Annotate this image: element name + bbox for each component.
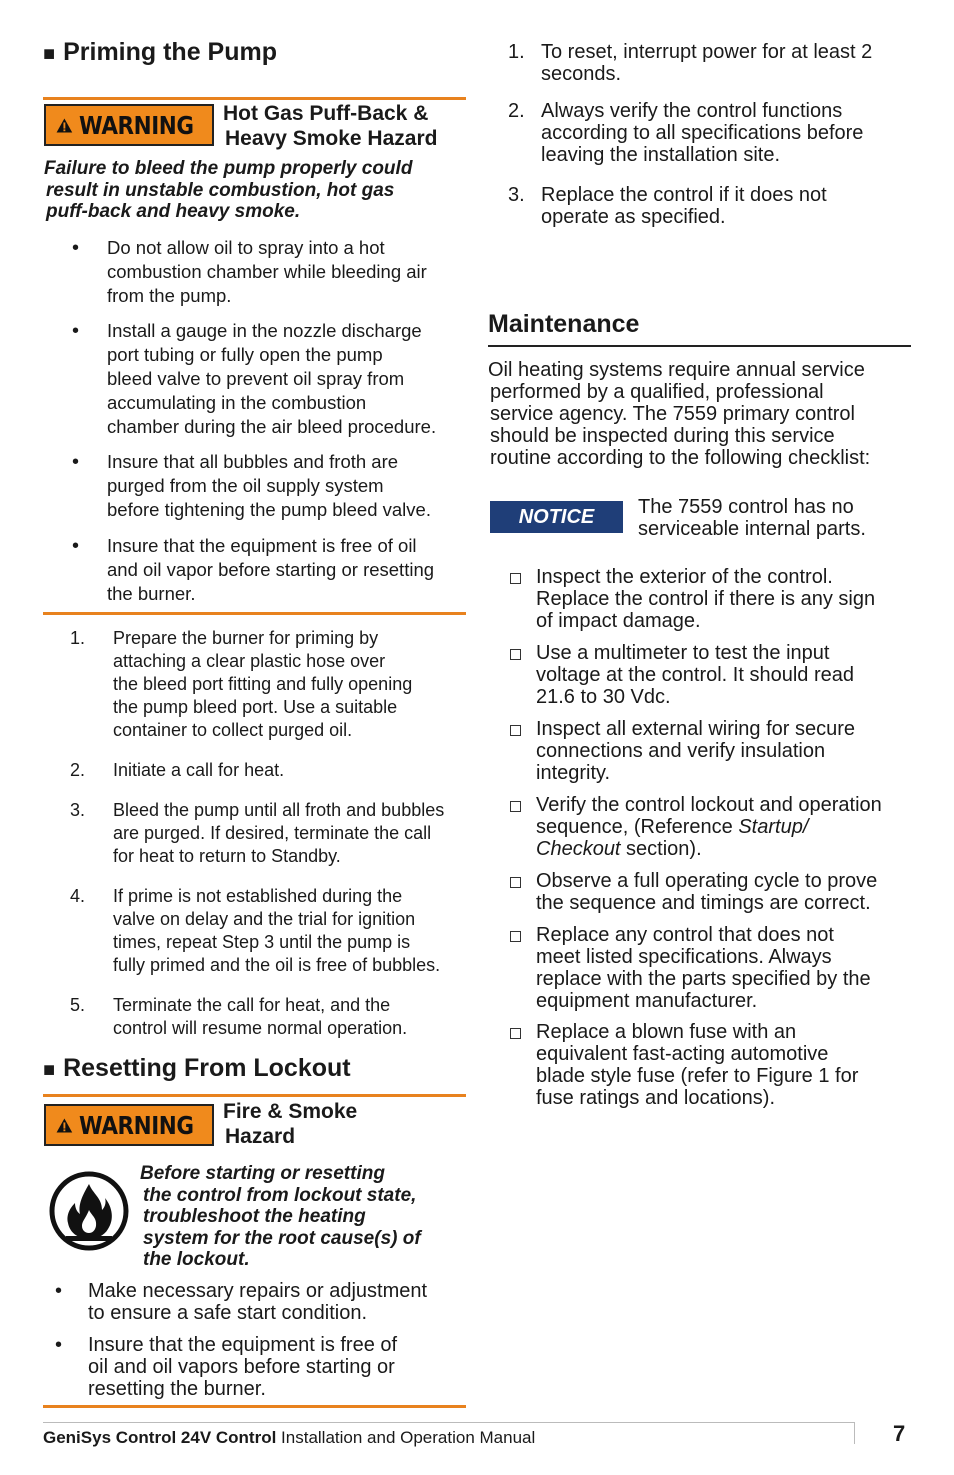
heading-maintenance-text: Maintenance [488,310,640,338]
line: Insure that the equipment is free of oil [107,535,417,556]
line: and oil vapor before starting or resetting [107,559,435,580]
checkbox-icon [510,801,521,812]
lead-line: the control from lockout state, [143,1184,417,1206]
square-bullet-icon: ■ [43,1059,56,1081]
notice-badge-text: NOTICE [518,505,595,528]
footer-product: GeniSys Control 24V Control [43,1428,277,1447]
line: Always verify the control functions [541,100,843,122]
line: blade style fuse (refer to Figure 1 for [536,1065,859,1087]
line: are purged. If desired, terminate the call [113,823,432,843]
checkbox-icon [510,573,521,584]
line: Verify the control lockout and operation [536,794,882,816]
line: Use a multimeter to test the input [536,642,830,664]
line: to ensure a safe start condition. [88,1302,368,1324]
line: Observe a full operating cycle to prove [536,870,878,892]
line: The 7559 control has no [638,496,854,518]
line: purged from the oil supply system [107,475,384,496]
warning-badge-text: WARNING [78,1110,194,1140]
step-number: 3. [508,184,525,206]
warning-badge [44,1104,214,1146]
line: fully primed and the oil is free of bubbles. [113,955,441,975]
step-number: 3. [70,800,86,820]
line: Replace a blown fuse with an [536,1021,797,1043]
step-number: 1. [508,41,525,63]
bullet-icon: • [72,320,80,342]
line: port tubing or fully open the pump [107,344,383,365]
warning-title-line: Heavy Smoke Hazard [225,127,438,150]
line: Bleed the pump until all froth and bubbles [113,800,445,820]
notice-text [638,496,866,540]
bullet-icon: • [55,1334,63,1356]
heading-priming [43,38,277,67]
line: operate as specified. [541,206,726,228]
line: 21.6 to 30 Vdc. [536,686,671,708]
line: integrity. [536,762,611,784]
line: control will resume normal operation. [113,1018,408,1038]
line: sequence, (Reference Startup/ [536,816,809,838]
line: bleed valve to prevent oil spray from [107,368,405,389]
step-number: 1. [70,628,86,648]
line: the bleed port fitting and fully opening [113,674,413,694]
checkbox-icon [510,725,521,736]
line: service agency. The 7559 primary control [490,403,855,425]
line: Make necessary repairs or adjustment [88,1280,428,1302]
notice-badge [490,501,623,533]
lead-line: puff-back and heavy smoke. [46,201,301,222]
checkbox-icon [510,877,521,888]
line: chamber during the air bleed procedure. [107,416,437,437]
line: leaving the installation site. [541,144,781,166]
fire-hazard-icon [48,1170,130,1252]
lead-line: Failure to bleed the pump properly could [44,158,413,179]
line: the pump bleed port. Use a suitable [113,697,398,717]
line: Insure that the equipment is free of [88,1334,398,1356]
line: Replace any control that does not [536,924,834,946]
line: attaching a clear plastic hose over [113,651,386,671]
line: valve on delay and the trial for ignition [113,909,416,929]
page-number: 7 [893,1421,906,1446]
warning-title-line: Fire & Smoke [223,1100,358,1123]
line: Inspect all external wiring for secure [536,718,856,740]
warning-triangle-icon [56,112,73,139]
line: resetting the burner. [88,1378,266,1400]
footer-rule [43,1422,854,1423]
line: voltage at the control. It should read [536,664,854,686]
line: Do not allow oil to spray into a hot [107,237,385,258]
line: performed by a qualified, professional [490,381,824,403]
line: accumulating in the combustion [107,392,367,413]
warning-title [223,101,437,151]
line: serviceable internal parts. [638,518,866,540]
line: Inspect the exterior of the control. [536,566,833,588]
square-bullet-icon: ■ [43,43,56,65]
bullet-icon: • [72,451,80,473]
warning-lead [140,1163,421,1271]
checkbox-icon [510,931,521,942]
heading-priming-text: Priming the Pump [63,38,277,66]
line: Replace the control if there is any sign [536,588,876,610]
line: oil and oil vapors before starting or [88,1356,395,1378]
footer-text [43,1428,535,1448]
line: Initiate a call for heat. [113,760,285,780]
lead-line: system for the root cause(s) of [143,1227,421,1249]
footer-page-divider [854,1422,855,1444]
line: of impact damage. [536,610,701,632]
line: To reset, interrupt power for at least 2 [541,41,873,63]
divider [488,345,911,347]
line: equivalent fast-acting automotive [536,1043,829,1065]
line: Replace the control if it does not [541,184,827,206]
line: routine according to the following checklist: [490,447,871,469]
line: from the pump. [107,285,232,306]
step-number: 4. [70,886,86,906]
line: for heat to return to Standby. [113,846,341,866]
warning-title-line: Hot Gas Puff-Back & [223,102,429,125]
footer-doc: Installation and Operation Manual [281,1428,536,1447]
line: Checkout section). [536,838,702,860]
line: If prime is not established during the [113,886,403,906]
step-number: 2. [70,760,86,780]
line: Prepare the burner for priming by [113,628,379,648]
heading-lockout-text: Resetting From Lockout [63,1054,351,1082]
line: combustion chamber while bleeding air [107,261,427,282]
warning-lead [44,158,412,223]
bullet-icon: • [72,237,80,259]
line: equipment manufacturer. [536,990,758,1012]
heading-lockout [43,1054,351,1083]
warning-badge-text: WARNING [78,110,194,140]
step-number: 2. [508,100,525,122]
line: Terminate the call for heat, and the [113,995,391,1015]
line: Oil heating systems require annual service [488,359,865,381]
line: should be inspected during this service [490,425,835,447]
checkbox-icon [510,649,521,660]
divider [43,1094,466,1097]
line: Insure that all bubbles and froth are [107,451,399,472]
line: meet listed specifications. Always [536,946,832,968]
warning-title-line: Hazard [225,1125,296,1148]
divider [43,612,466,615]
bullet-icon: • [55,1280,63,1302]
heading-maintenance [488,310,639,339]
maintenance-intro [488,359,908,469]
line: times, repeat Step 3 until the pump is [113,932,411,952]
checkbox-icon [510,1028,521,1039]
line: seconds. [541,63,622,85]
lead-line: troubleshoot the heating [143,1206,366,1227]
line: according to all specifications before [541,122,864,144]
lead-line: Before starting or resetting [140,1163,385,1184]
lead-line: the lockout. [143,1249,250,1270]
line: the burner. [107,583,196,604]
step-number: 5. [70,995,86,1015]
divider [43,1405,466,1408]
line: replace with the parts specified by the [536,968,871,990]
line: fuse ratings and locations). [536,1087,776,1109]
divider [43,97,466,100]
bullet-icon: • [72,535,80,557]
warning-title [223,1099,357,1149]
line: Install a gauge in the nozzle discharge [107,320,422,341]
warning-badge [44,104,214,146]
line: connections and verify insulation [536,740,826,762]
warning-triangle-icon [56,1112,73,1139]
line: container to collect purged oil. [113,720,353,740]
line: the sequence and timings are correct. [536,892,871,914]
lead-line: result in unstable combustion, hot gas [46,179,395,201]
line: before tightening the pump bleed valve. [107,499,431,520]
